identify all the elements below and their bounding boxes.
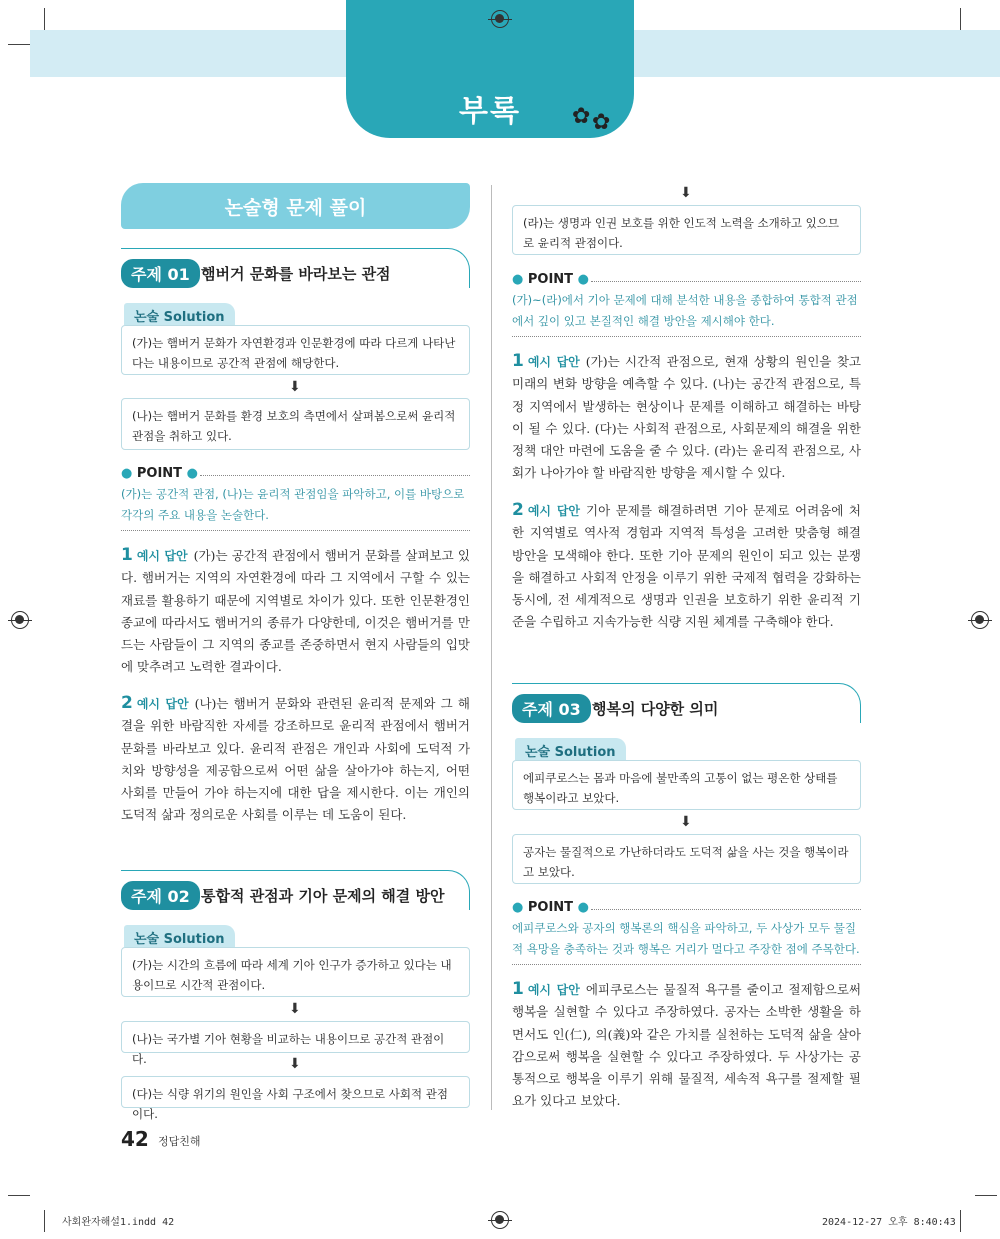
- answer-tag: 예시 답안: [136, 549, 188, 563]
- example-answer: [512, 350, 861, 485]
- topic-number: 주제 02: [121, 881, 200, 910]
- section-title: 논술형 문제 풀이: [224, 197, 367, 219]
- topic-header: [121, 870, 470, 910]
- crop-mark: [8, 44, 30, 45]
- point-divider: [591, 281, 861, 282]
- crop-mark: [960, 1210, 961, 1232]
- example-answer: [512, 978, 861, 1113]
- page-label: 정답친해: [158, 1135, 201, 1148]
- solution-box: (다)는 식량 위기의 원인을 사회 구조에서 찾으므로 사회적 관점이다.: [121, 1076, 470, 1108]
- point-label: [512, 900, 589, 915]
- registration-mark: [11, 611, 29, 629]
- point-divider: [512, 964, 861, 965]
- topic-number: 주제 01: [121, 259, 200, 288]
- answer-number: 1: [121, 545, 133, 565]
- topic-header: [512, 683, 861, 723]
- point-text: 에피쿠로스와 공자의 행복론의 핵심을 파악하고, 두 사상가 모두 물질적 욕망을 충족하는 것과 행복은 거리가 멀다고 주장한 점에 주목한다.: [512, 921, 860, 956]
- solution-box: 공자는 물질적으로 가난하더라도 도덕적 삶을 사는 것을 행복이라고 보았다.: [512, 834, 861, 884]
- example-answer: [512, 499, 861, 634]
- answer-tag: 예시 답안: [527, 504, 580, 518]
- solution-tag: 논술 Solution: [124, 925, 235, 947]
- file-slug: 사회완자해설1.indd 42: [62, 1217, 175, 1228]
- example-answer: [121, 544, 470, 679]
- point-dot-icon: ●: [512, 272, 524, 287]
- point-divider: [200, 475, 470, 476]
- point-label-text: POINT: [527, 900, 574, 915]
- flower-icon: ✿: [572, 104, 591, 129]
- point-label: [121, 466, 198, 481]
- column-divider: [491, 185, 492, 1110]
- crop-mark: [960, 8, 961, 30]
- answer-number: 2: [121, 693, 133, 713]
- down-arrow-icon: ⬇: [289, 379, 301, 395]
- down-arrow-icon: ⬇: [289, 1056, 301, 1072]
- example-answer: [121, 692, 470, 827]
- point-label-text: POINT: [527, 272, 574, 287]
- answer-number: 2: [512, 500, 524, 520]
- solution-tag: 논술 Solution: [515, 738, 626, 760]
- flower-icon: ✿: [592, 110, 611, 135]
- answer-text: 기아 문제를 해결하려면 기아 문제로 어려움에 처한 지역별로 역사적 경험과 지역적 특성을 고려한 맞춤형 해결 방안을 모색해야 한다. 또한 기아 문제의 원인이 되고 있는 분쟁을 해결하고 사회적 안정을 이루기 위한 국제적 협력을 강화하는 동시에, 전 세계적으로 생명과 인권을 보호하기 위한 윤리적 기준을 수립하고 지속가능한 식량 지원 체계를 구축해야 한다.: [512, 503, 861, 630]
- answer-text: (가)는 시간적 관점으로, 현재 상황의 원인을 찾고 미래의 변화 방향을 예측할 수 있다. (나)는 공간적 관점으로, 특정 지역에서 발생하는 현상이나 문제를 이해하고 해결하는 바탕이 될 수 있다. (다)는 사회적 관점으로, 사회문제의 해결을 위한 정책 대안 마련에 도움을 줄 수 있다. (라)는 윤리적 관점으로, 사회가 나아가야 할 바람직한 방향을 제시할 수 있다.: [512, 354, 861, 481]
- topic-title: 햄버거 문화를 바라보는 관점: [201, 265, 391, 283]
- answer-text: (나)는 햄버거 문화와 관련된 윤리적 문제와 그 해결을 위한 바람직한 자세를 강조하므로 윤리적 관점에서 햄버거 문화를 바라보고 있다. 윤리적 관점은 개인과 사회에 도덕적 가치와 방향성을 제공함으로써 어떤 삶을 살아가야 하는지, 어떤 사회를 만들어 가야 하는지에 대한 답을 제시한다. 이는 개인의 도덕적 삶과 정의로운 사회를 이루는 데 도움이 된다.: [121, 696, 470, 823]
- solution-tag: 논술 Solution: [124, 303, 235, 325]
- registration-mark: [971, 611, 989, 629]
- down-arrow-icon: ⬇: [289, 1001, 301, 1017]
- solution-box: 에피쿠로스는 몸과 마음에 불만족의 고통이 없는 평온한 상태를 행복이라고 보았다.: [512, 760, 861, 810]
- point-divider: [121, 530, 470, 531]
- registration-mark: [491, 10, 509, 28]
- date-slug: 2024-12-27 오후 8:40:43: [822, 1217, 956, 1228]
- solution-box: (가)는 햄버거 문화가 자연환경과 인문환경에 따라 다르게 나타난다는 내용이므로 공간적 관점에 해당한다.: [121, 325, 470, 375]
- point-label-text: POINT: [136, 466, 183, 481]
- topic-header: [121, 248, 470, 288]
- point-text: (가)는 공간적 관점, (나)는 윤리적 관점임을 파악하고, 이를 바탕으로 각각의 주요 내용을 논술한다.: [121, 487, 465, 522]
- solution-box: (라)는 생명과 인권 보호를 위한 인도적 노력을 소개하고 있으므로 윤리적 관점이다.: [512, 205, 861, 255]
- page-title: 부록: [459, 94, 521, 129]
- answer-text: 에피쿠로스는 물질적 욕구를 줄이고 절제함으로써 행복을 실현할 수 있다고 주장하였다. 공자는 소박한 생활을 하면서도 인(仁), 의(義)와 같은 가치를 실천하는 도덕적 삶을 살아감으로써 행복을 실현할 수 있다고 주장하였다. 두 사상가는 공통적으로 행복을 이루기 위해 물질적, 세속적 욕구를 절제할 필요가 있다고 보았다.: [512, 982, 861, 1109]
- crop-mark: [975, 1195, 997, 1196]
- point-dot-icon: ●: [186, 466, 198, 481]
- point-dot-icon: ●: [577, 272, 589, 287]
- point-dot-icon: ●: [577, 900, 589, 915]
- crop-mark: [44, 1210, 45, 1232]
- down-arrow-icon: ⬇: [680, 814, 692, 830]
- topic-number: 주제 03: [512, 694, 591, 723]
- point-divider: [512, 336, 861, 337]
- solution-box: (나)는 햄버거 문화를 환경 보호의 측면에서 살펴봄으로써 윤리적 관점을 취하고 있다.: [121, 398, 470, 450]
- answer-text: (가)는 공간적 관점에서 햄버거 문화를 살펴보고 있다. 햄버거는 지역의 자연환경에 따라 그 지역에서 구할 수 있는 재료를 활용하기 때문에 지역별로 차이가 있다. 또한 인문환경인 종교에 따라서도 햄버거의 종류가 다양한데, 이것은 햄버거를 만드는 사람들이 그 지역의 종교를 존중하면서 현지 사람들의 입맛에 맞추려고 노력한 결과이다.: [121, 548, 470, 675]
- down-arrow-icon: ⬇: [680, 185, 692, 201]
- answer-tag: 예시 답안: [527, 355, 580, 369]
- topic-title: 행복의 다양한 의미: [592, 700, 719, 718]
- answer-tag: 예시 답안: [527, 983, 580, 997]
- topic-title: 통합적 관점과 기아 문제의 해결 방안: [201, 887, 445, 905]
- point-text: (가)~(라)에서 기아 문제에 대해 분석한 내용을 종합하여 통합적 관점에서 깊이 있고 본질적인 해결 방안을 제시해야 한다.: [512, 293, 858, 328]
- point-dot-icon: ●: [121, 466, 133, 481]
- answer-tag: 예시 답안: [136, 697, 189, 711]
- crop-mark: [8, 1195, 30, 1196]
- page-number: 42: [121, 1127, 149, 1151]
- point-dot-icon: ●: [512, 900, 524, 915]
- solution-box: (가)는 시간의 흐름에 따라 세계 기아 인구가 증가하고 있다는 내용이므로 시간적 관점이다.: [121, 947, 470, 997]
- answer-number: 1: [512, 351, 524, 371]
- answer-number: 1: [512, 979, 524, 999]
- registration-mark: [491, 1211, 509, 1229]
- point-divider: [591, 909, 861, 910]
- point-label: [512, 272, 589, 287]
- solution-box: (나)는 국가별 기아 현황을 비교하는 내용이므로 공간적 관점이다.: [121, 1021, 470, 1053]
- crop-mark: [44, 8, 45, 30]
